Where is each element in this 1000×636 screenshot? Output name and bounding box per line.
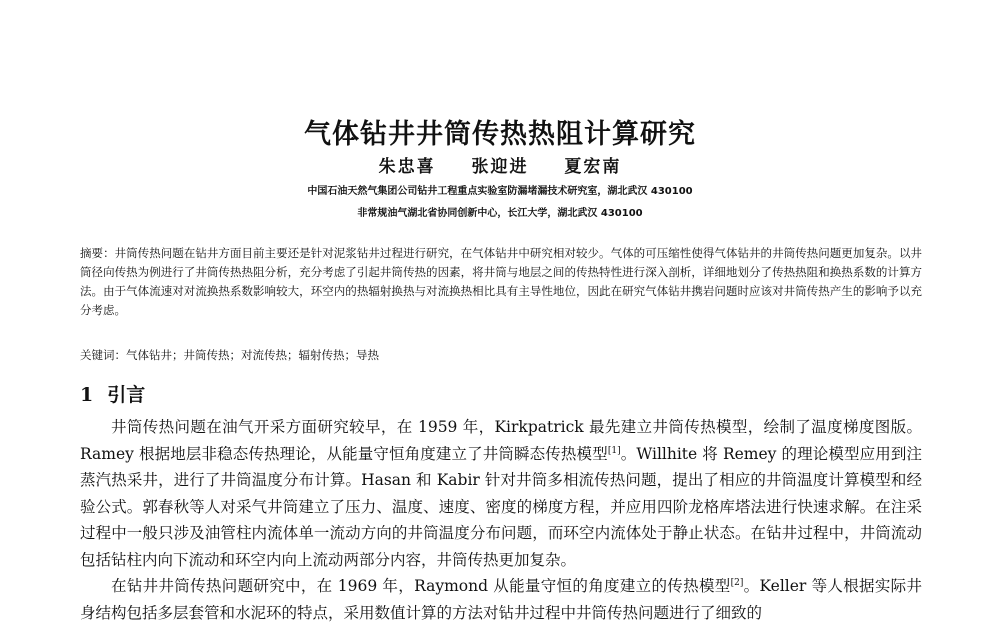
- paragraph-text: 。Keller 等人根据实际井身结构包括多层套管和水泥环的特点，采用数值计算的方法对钻井过程中井筒传热问题进行了细致的: [80, 577, 922, 622]
- affiliation: 中国石油天然气集团公司钻井工程重点实验室防漏堵漏技术研究室，湖北武汉 430100: [307, 186, 693, 197]
- keywords-text: 气体钻井；井筒传热；对流传热；辐射传热；导热: [126, 348, 379, 362]
- author-name: 夏宏南: [564, 157, 622, 177]
- affiliation: 非常规油气湖北省协同创新中心，长江大学，湖北武汉 430100: [357, 208, 643, 219]
- abstract: [80, 244, 922, 320]
- abstract-label: 摘要：: [80, 246, 115, 260]
- author-name: 张迎进: [471, 157, 529, 177]
- citation-ref[interactable]: [2]: [730, 577, 744, 588]
- paragraph: [80, 573, 922, 626]
- paragraph-text: 。Willhite 将 Remey 的理论模型应用到注蒸汽热采井，进行了井筒温度分布计算。Hasan 和 Kabir 针对井筒多相流传热问题，提出了相应的井筒温度计算模型和经验公式。郭春秋等人对采气井筒建立了压力、温度、速度、密度的梯度方程，并应用四阶龙格库塔法进行快速求解。在注采过程中一般只涉及油管柱内流体单一流动方向的井筒温度分布问题，而环空内流体处于静止状态。在钻井过程中，井筒流动包括钻柱内向下流动和环空内向上流动两部分内容，井筒传热更加复杂。: [80, 444, 923, 569]
- author-name: 朱忠喜: [378, 157, 436, 177]
- section-heading: [80, 380, 145, 407]
- paragraph-text: 在钻井井筒传热问题研究中，在 1969 年，Raymond 从能量守恒的角度建立的传热模型: [111, 577, 731, 595]
- section-title: 引言: [107, 384, 146, 406]
- section-number: 1: [80, 384, 94, 406]
- citation-ref[interactable]: [1]: [607, 445, 621, 456]
- author-list: [0, 152, 1000, 177]
- abstract-text: 井筒传热问题在钻井方面目前主要还是针对泥浆钻井过程进行研究，在气体钻井中研究相对较少。气体的可压缩性使得气体钻井的井筒传热问题更加复杂。以井筒径向传热为例进行了井筒传热热阻分析，充分考虑了引起井筒传热的因素，将井筒与地层之间的传热特性进行深入剖析，详细地划分了传热热阻和换热系数的计算方法。由于气体流速对对流换热系数影响较大，环空内的热辐射换热与对流换热相比具有主导性地位，因此在研究气体钻井携岩问题时应该对井筒传热产生的影响予以充分考虑。: [80, 246, 922, 317]
- keywords-label: 关键词：: [80, 348, 126, 362]
- paragraph-text: 井筒传热问题在油气开采方面研究较早，在 1959 年，Kirkpatrick 最先建立井筒传热模型，绘制了温度梯度图版。Ramey 根据地层非稳态传热理论，从能量守恒角度建立了井筒瞬态传热模型: [80, 418, 922, 463]
- keywords: [80, 346, 922, 364]
- paragraph: [80, 414, 922, 573]
- paper-title: 气体钻井井筒传热热阻计算研究: [304, 119, 696, 150]
- body-text: [80, 414, 922, 626]
